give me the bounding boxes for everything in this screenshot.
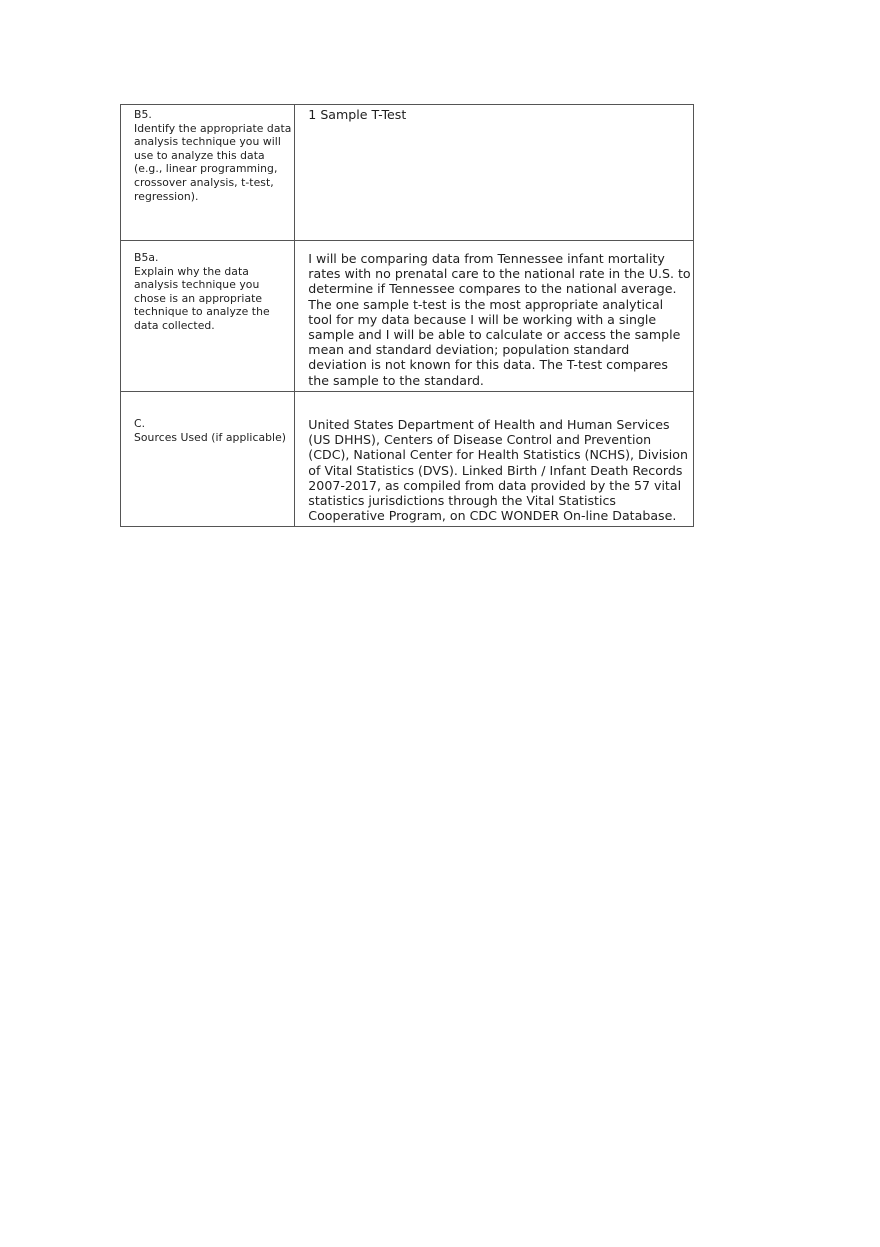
- table-row: [121, 392, 694, 527]
- answer-cell: [295, 241, 694, 392]
- section-prompt: Identify the appropriate data analysis technique you will use to analyze this data (e.g., linear programming, crossover analysis, t-test, regression).: [134, 121, 292, 203]
- section-code: B5.: [134, 108, 152, 121]
- answer-cell: [295, 105, 694, 241]
- section-answer: 1 Sample T-Test: [308, 107, 407, 122]
- section-prompt: Sources Used (if applicable): [134, 430, 287, 444]
- section-answer: I will be comparing data from Tennessee infant mortality rates with no prenatal care to the national rate in the U.S. to determine if Tennessee compares to the national average. The one sample t-test is the most appropriate analytical tool for my data because I will be working with a single sample and I will be able to calculate or access the sample mean and standard deviation; population standard deviation is not known for this data. The T-test compares the sample to the standard.: [308, 251, 691, 388]
- prompt-cell: [121, 105, 295, 241]
- section-answer: United States Department of Health and Human Services (US DHHS), Centers of Disease Control and Prevention (CDC), National Center for Health Statistics (NCHS), Division of Vital Statistics (DVS). Linked Birth / Infant Death Records 2007-2017, as compiled from data provided by the 57 vital statistics jurisdictions through the Vital Statistics Cooperative Program, on CDC WONDER On-line Database.: [308, 417, 688, 524]
- table-row: [121, 241, 694, 392]
- section-code: B5a.: [134, 251, 159, 264]
- section-code: C.: [134, 417, 146, 430]
- table-row: [121, 105, 694, 241]
- prompt-cell: [121, 241, 295, 392]
- task-table: [120, 104, 694, 527]
- prompt-cell: [121, 392, 295, 527]
- section-prompt: Explain why the data analysis technique you chose is an appropriate technique to analyze the data collected.: [134, 264, 270, 332]
- answer-cell: [295, 392, 694, 527]
